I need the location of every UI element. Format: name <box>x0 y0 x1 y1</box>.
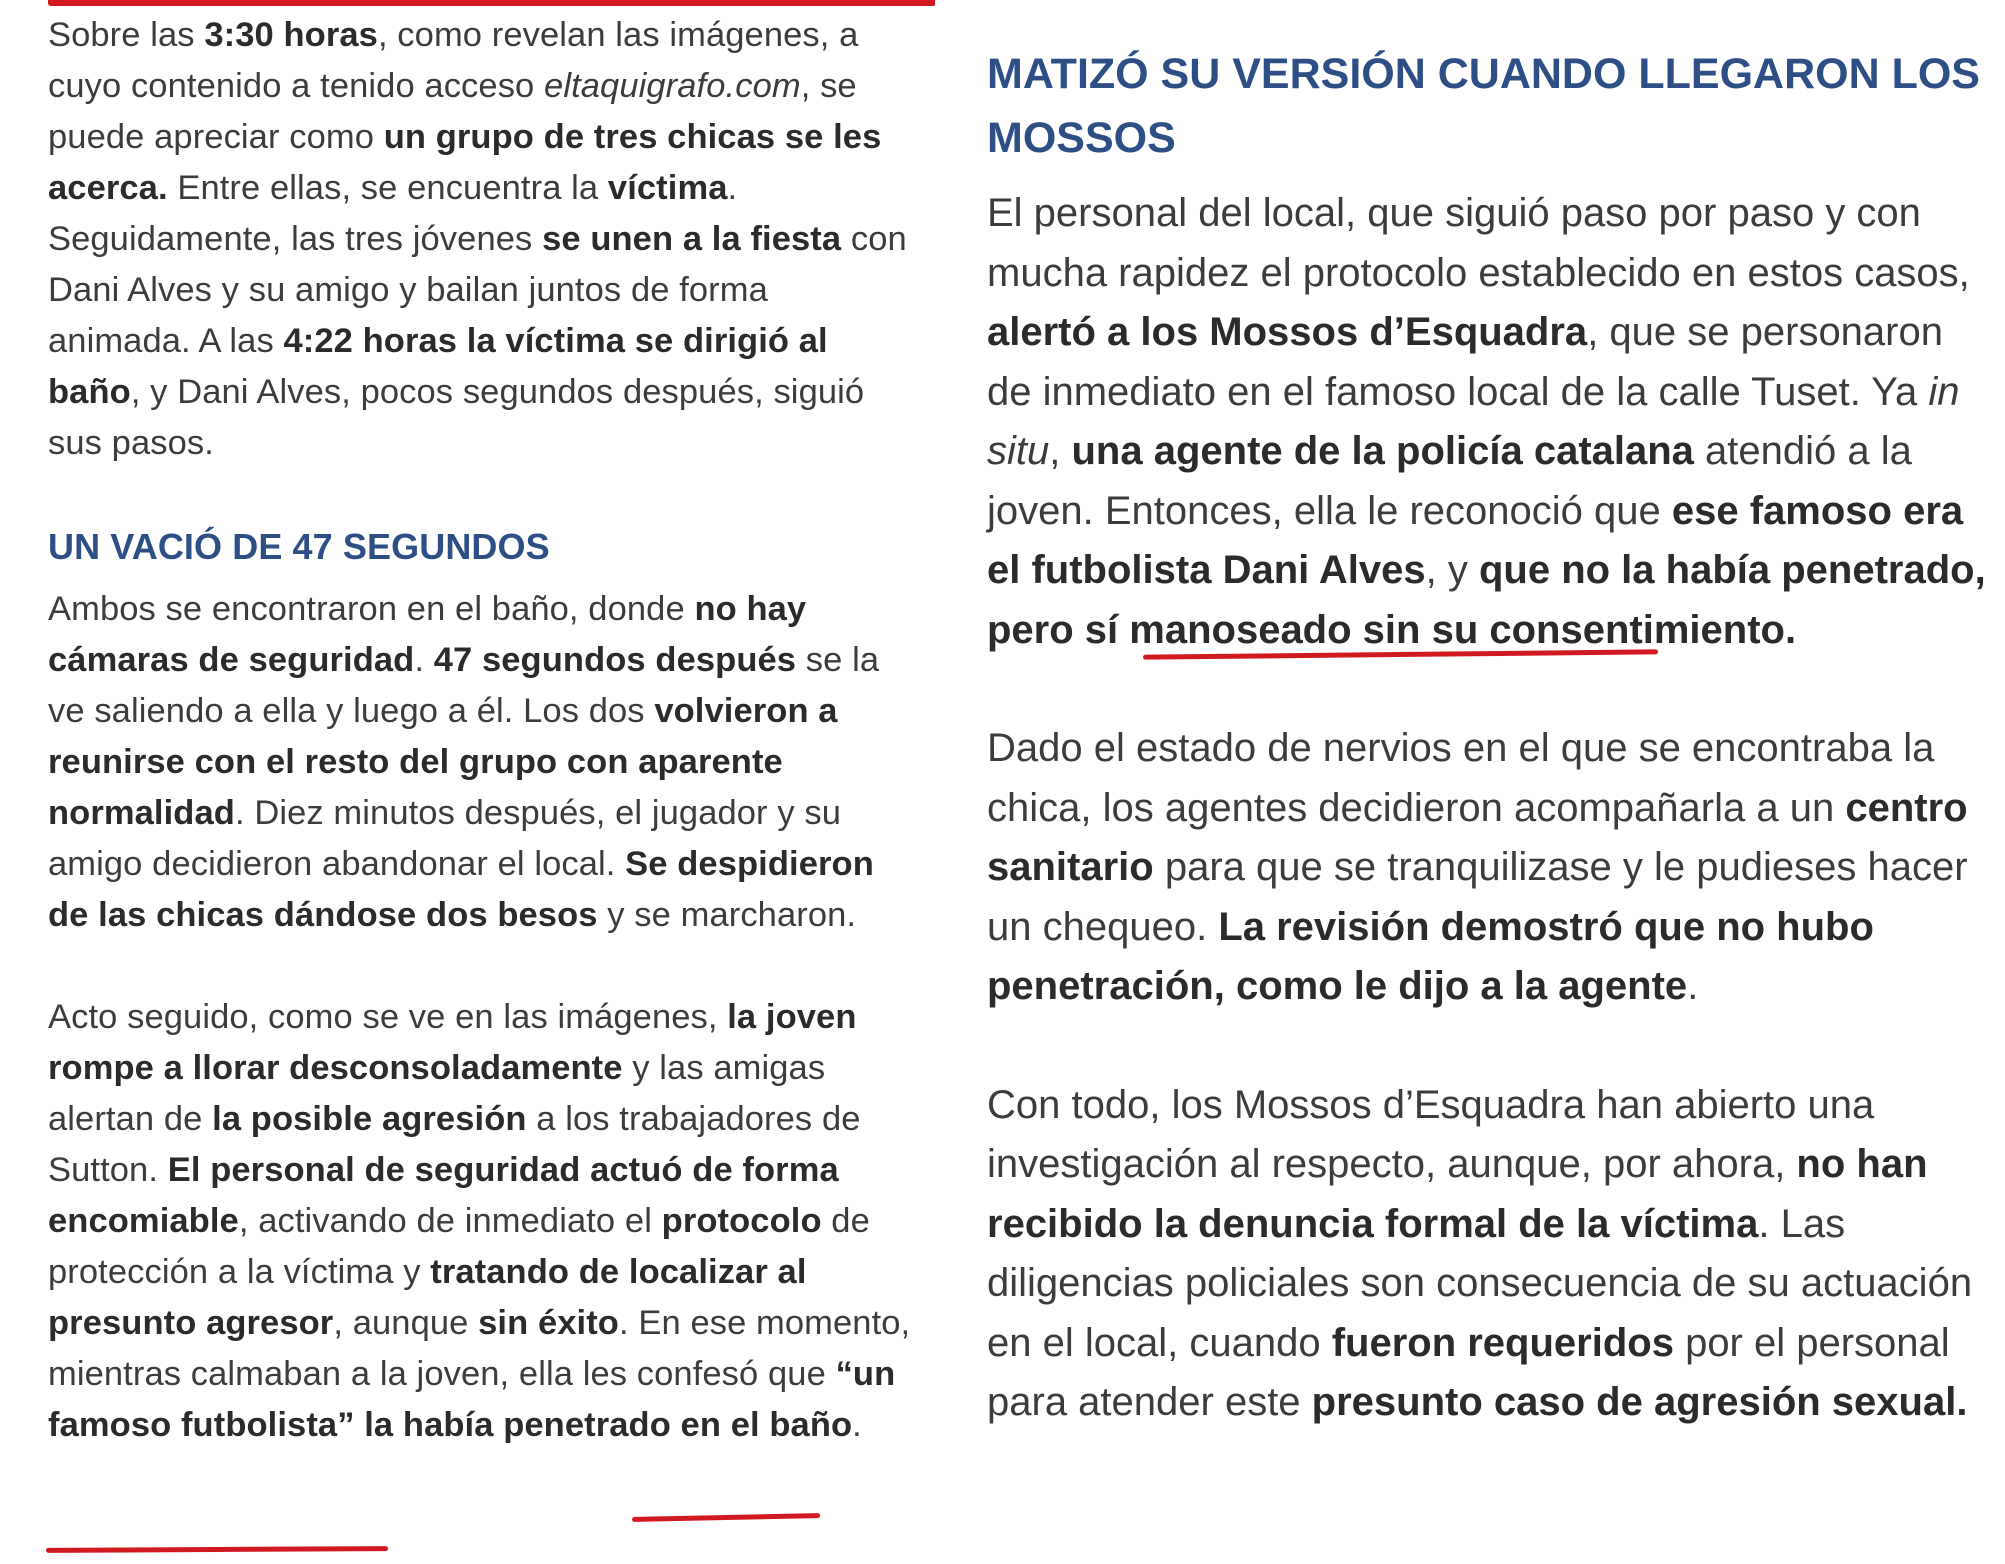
bold-run: 3:30 horas <box>204 16 378 54</box>
text-run: . <box>414 641 434 679</box>
bold-run: alertó a los Mossos d’Esquadra <box>987 310 1588 354</box>
bold-run: víctima <box>607 169 728 207</box>
text-run: . Seguidamente, las tres jóvenes <box>48 169 738 258</box>
text-run: Acto seguido, como se ve en las imágenes, <box>48 998 728 1036</box>
right-paragraph-1 <box>987 184 1987 660</box>
left-paragraph-3 <box>48 992 916 1451</box>
left-paragraph-2 <box>48 584 916 941</box>
text-run: . <box>852 1406 862 1444</box>
bold-run: pero sí manoseado sin su consentimiento. <box>987 607 1797 652</box>
text-run: , activando de inmediato el <box>238 1202 662 1240</box>
text-run <box>355 1406 365 1444</box>
text-run: , <box>1049 429 1072 473</box>
text-run: . Las diligencias policiales son consecuencia de su actuación en el local, cuando <box>987 1201 1973 1365</box>
text-run: y se marcharon. <box>597 896 857 934</box>
bold-run: tratando de localizar al presunto agresor <box>48 1253 807 1342</box>
bold-run: no hay cámaras de seguridad <box>48 590 807 679</box>
bold-run: “un famoso futbolista” <box>48 1355 896 1444</box>
text-run: Sobre las <box>48 16 205 54</box>
bold-run: presunto caso de agresión sexual. <box>1311 1380 1968 1424</box>
bold-run: un grupo de tres chicas se les acerca. <box>48 118 882 207</box>
left-section-heading: UN VACIÓ DE 47 SEGUNDOS <box>48 526 550 567</box>
text-run: de protección a la víctima y <box>48 1202 870 1291</box>
text-run: . Diez minutos después, el jugador y su amigo decidieron abandonar el local. <box>48 794 842 883</box>
bold-run: la joven rompe a llorar desconsoladamente <box>48 998 857 1087</box>
text-run: . En ese momento, mientras calmaban a la joven, ella les confesó que <box>48 1304 911 1393</box>
bold-run: se unen a la fiesta <box>542 220 842 258</box>
bold-run: La revisión demostró que no hubo penetración, como le dijo a la agente <box>987 904 1874 1008</box>
text-run: . <box>1687 964 1699 1008</box>
text-run: , como revelan las imágenes, a cuyo contenido a tenido acceso <box>48 16 859 105</box>
bold-run-underlined: que no la había penetrado, <box>1478 548 1986 592</box>
text-run: , que se personaron de inmediato en el famoso local de la calle Tuset. Ya <box>987 310 1943 414</box>
right-paragraph-3 <box>987 1076 1987 1433</box>
bold-run: volvieron a reunirse con el resto del grupo con aparente normalidad <box>48 692 838 832</box>
italic-run: in situ <box>987 369 1960 473</box>
right-article-body <box>987 42 1987 1433</box>
text-run: atendió a la joven. Entonces, ella le reconoció que <box>987 429 1912 533</box>
text-run: Entre ellas, se encuentra la <box>167 169 608 207</box>
bold-run: una agente de la policía catalana <box>1071 429 1694 473</box>
bold-run: la posible agresión <box>212 1100 527 1138</box>
right-section-heading: MATIZÓ SU VERSIÓN CUANDO LLEGARON LOS MOSSOS <box>987 50 1980 162</box>
bold-run: fueron requeridos <box>1331 1320 1674 1365</box>
bold-run: centro sanitario <box>987 785 1968 889</box>
text-run: a los trabajadores de Sutton. <box>48 1100 861 1189</box>
text-run: , se puede apreciar como <box>48 67 857 156</box>
left-article-column <box>0 0 935 1564</box>
left-paragraph-1 <box>48 10 916 469</box>
bold-run: ese famoso era el futbolista Dani Alves <box>987 488 1964 592</box>
text-run: por el personal para atender este <box>987 1320 1950 1424</box>
italic-run: eltaquigrafo.com <box>544 67 801 105</box>
right-article-column <box>935 0 2005 1564</box>
right-paragraph-2 <box>987 719 1987 1017</box>
text-run: para que se tranquilizase y le pudieses hacer un chequeo. <box>987 845 1968 949</box>
bold-run: protocolo <box>661 1202 822 1240</box>
text-run: , y <box>1425 548 1479 592</box>
bold-run: 4:22 horas la víctima se dirigió al baño <box>48 322 828 411</box>
text-run: El personal del local, que siguió paso por paso y con mucha rapidez el protocolo establecido en estos casos, <box>987 191 1970 295</box>
bold-run-underlined: la había penetrado en el baño <box>364 1406 853 1444</box>
bold-run: 47 segundos después <box>433 641 797 679</box>
left-article-body <box>48 10 916 1451</box>
text-run: Ambos se encontraron en el baño, donde <box>48 590 695 628</box>
text-run: con Dani Alves y su amigo y bailan juntos de forma animada. A las <box>48 220 907 360</box>
text-run: y las amigas alertan de <box>48 1049 826 1138</box>
text-run: , y Dani Alves, pocos segundos después, siguió sus pasos. <box>48 373 865 462</box>
bold-run: Se despidieron de las chicas dándose dos besos <box>48 845 874 934</box>
bold-run: El personal de seguridad actuó de forma encomiable <box>48 1151 839 1240</box>
text-run: , aunque <box>333 1304 479 1342</box>
bold-run: no han recibido la denuncia formal de la víctima <box>987 1142 1928 1246</box>
text-run: Dado el estado de nervios en el que se encontraba la chica, los agentes decidieron acompañarla a un <box>987 726 1935 830</box>
red-top-rule <box>48 0 936 6</box>
text-run: se la ve saliendo a ella y luego a él. Los dos <box>48 641 880 730</box>
bold-run: sin éxito <box>478 1304 619 1342</box>
text-run: Con todo, los Mossos d’Esquadra han abierto una investigación al respecto, aunque, por ahora, <box>987 1082 1875 1186</box>
